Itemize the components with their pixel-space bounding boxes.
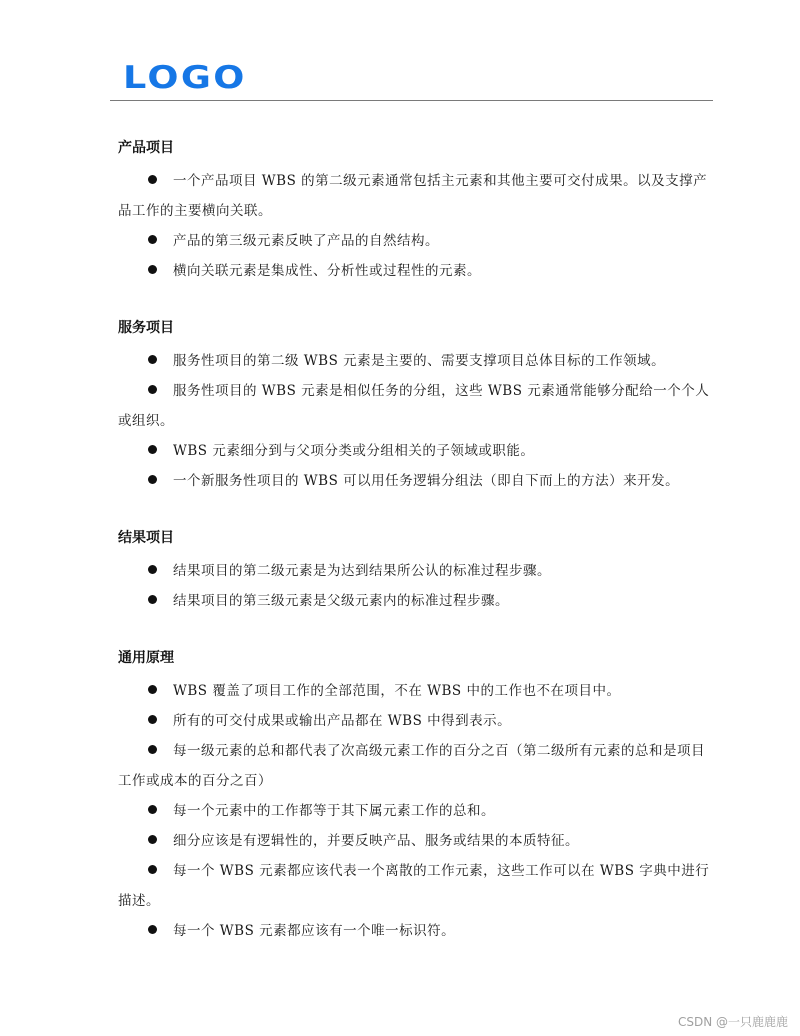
list-item: 每一个 WBS 元素都应该有一个唯一标识符。 <box>118 916 718 946</box>
list-item: 所有的可交付成果或输出产品都在 WBS 中得到表示。 <box>118 706 718 736</box>
bullet-dot-icon <box>148 925 157 934</box>
list-item: 结果项目的第三级元素是父级元素内的标准过程步骤。 <box>118 586 718 616</box>
section-title: 结果项目 <box>118 530 174 546</box>
bullet-dot-icon <box>148 385 157 394</box>
bullet-dot-icon <box>148 445 157 454</box>
document-body <box>118 136 718 976</box>
bullet-dot-icon <box>148 685 157 694</box>
section-title: 通用原理 <box>118 650 174 666</box>
list-item: WBS 覆盖了项目工作的全部范围，不在 WBS 中的工作也不在项目中。 <box>118 676 718 706</box>
bullet-dot-icon <box>148 265 157 274</box>
bullet-dot-icon <box>148 865 157 874</box>
list-item: 服务性项目的 WBS 元素是相似任务的分组，这些 WBS 元素通常能够分配给一个个人或组织。 <box>118 383 710 429</box>
list-item: 一个新服务性项目的 WBS 可以用任务逻辑分组法（即自下而上的方法）来开发。 <box>118 466 718 496</box>
bullet-dot-icon <box>148 565 157 574</box>
list-item: 横向关联元素是集成性、分析性或过程性的元素。 <box>118 256 718 286</box>
page-header <box>110 60 713 101</box>
list-item: 产品的第三级元素反映了产品的自然结构。 <box>118 226 718 256</box>
list-item: 服务性项目的第二级 WBS 元素是主要的、需要支撑项目总体目标的工作领域。 <box>118 346 718 376</box>
list-item: 每一个元素中的工作都等于其下属元素工作的总和。 <box>118 796 718 826</box>
list-item: 每一级元素的总和都代表了次高级元素工作的百分之百（第二级所有元素的总和是项目工作或成本的百分之百） <box>118 743 705 789</box>
section-general-principles <box>118 646 718 946</box>
section-title: 产品项目 <box>118 140 174 156</box>
bullet-dot-icon <box>148 235 157 244</box>
list-item: WBS 元素细分到与父项分类或分组相关的子领域或职能。 <box>118 436 718 466</box>
watermark: CSDN @一只鹿鹿鹿 <box>677 1015 788 1029</box>
list-item: 细分应该是有逻辑性的，并要反映产品、服务或结果的本质特征。 <box>118 826 718 856</box>
list-item: 每一个 WBS 元素都应该代表一个离散的工作元素，这些工作可以在 WBS 字典中进行描述。 <box>118 863 710 909</box>
list-item: 结果项目的第二级元素是为达到结果所公认的标准过程步骤。 <box>118 556 718 586</box>
section-title: 服务项目 <box>118 320 174 336</box>
section-result-project <box>118 526 718 616</box>
list-item: 一个产品项目 WBS 的第二级元素通常包括主元素和其他主要可交付成果。以及支撑产品工作的主要横向关联。 <box>118 173 708 219</box>
section-service-project <box>118 316 718 496</box>
bullet-dot-icon <box>148 175 157 184</box>
logo: LOGO <box>123 60 247 96</box>
bullet-dot-icon <box>148 475 157 484</box>
bullet-dot-icon <box>148 355 157 364</box>
bullet-dot-icon <box>148 715 157 724</box>
bullet-dot-icon <box>148 835 157 844</box>
section-product-project <box>118 136 718 286</box>
bullet-dot-icon <box>148 745 157 754</box>
bullet-dot-icon <box>148 595 157 604</box>
bullet-dot-icon <box>148 805 157 814</box>
